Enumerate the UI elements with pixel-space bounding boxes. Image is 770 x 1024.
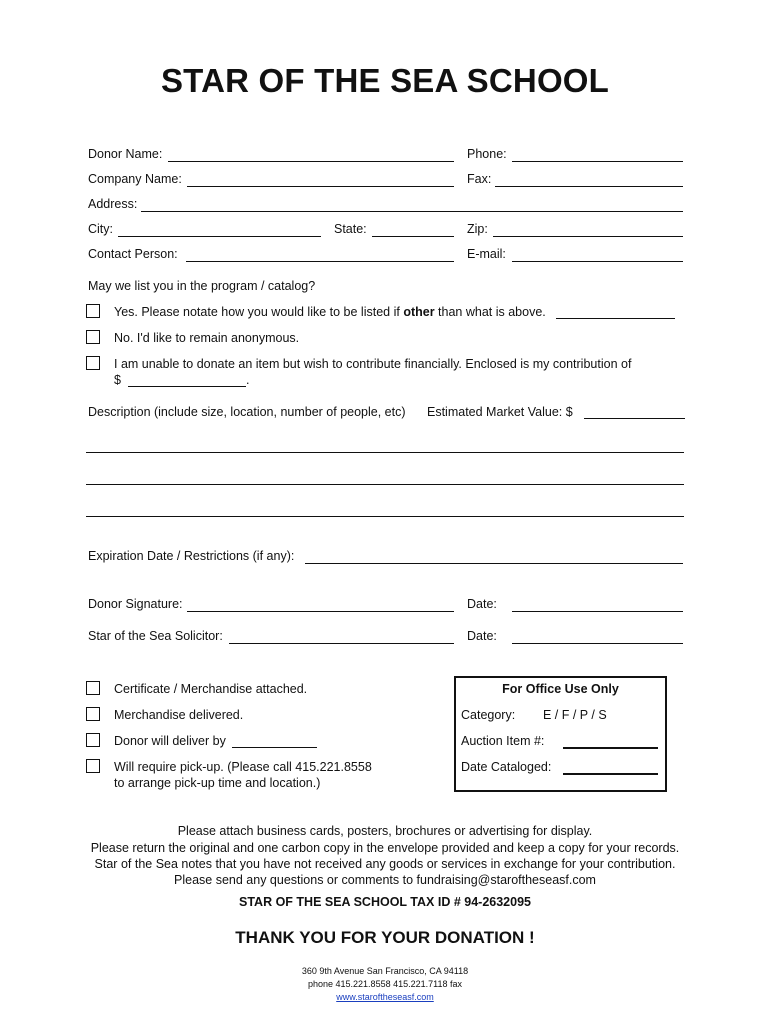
listing-question: May we list you in the program / catalog?	[88, 279, 316, 293]
footer-address: 360 9th Avenue San Francisco, CA 94118	[301, 966, 469, 976]
pickup-checkbox[interactable]	[86, 759, 100, 773]
page-title: STAR OF THE SEA SCHOOL	[160, 62, 610, 99]
address-field[interactable]	[141, 211, 683, 212]
footer-phone: phone 415.221.8558 415.221.7118 fax	[308, 979, 462, 989]
dollar-sign: $	[114, 373, 121, 387]
delivered-label: Merchandise delivered.	[114, 708, 244, 722]
company-name-field[interactable]	[187, 186, 454, 187]
signature-date-label: Date:	[467, 597, 497, 611]
contribution-period: .	[246, 373, 250, 387]
donor-signature-field[interactable]	[187, 611, 454, 612]
signature-date-field[interactable]	[512, 611, 683, 612]
description-line-3[interactable]	[86, 516, 684, 517]
note-line-2: Please return the original and one carbon copy in the envelope provided and keep a copy for your records.	[90, 841, 680, 855]
state-label: State:	[334, 222, 367, 236]
contribute-label: I am unable to donate an item but wish to contribute financially. Enclosed is my contribution of	[114, 357, 632, 371]
contact-person-label: Contact Person:	[88, 247, 178, 261]
description-label: Description (include size, location, number of people, etc)	[88, 405, 406, 419]
company-name-label: Company Name:	[88, 172, 182, 186]
date-cataloged-field[interactable]	[563, 773, 658, 775]
fax-label: Fax:	[467, 172, 492, 186]
market-value-label: Estimated Market Value: $	[427, 405, 573, 419]
phone-label: Phone:	[467, 147, 507, 161]
donor-deliver-label: Donor will deliver by	[114, 734, 226, 748]
thank-you-heading: THANK YOU FOR YOUR DONATION !	[235, 928, 535, 947]
delivered-checkbox[interactable]	[86, 707, 100, 721]
office-use-heading: For Office Use Only	[502, 682, 619, 696]
email-field[interactable]	[512, 261, 683, 262]
auction-item-label: Auction Item #:	[461, 734, 545, 748]
description-line-2[interactable]	[86, 484, 684, 485]
yes-list-label: Yes. Please notate how you would like to be listed if other than what is above.	[114, 305, 546, 319]
certificate-label: Certificate / Merchandise attached.	[114, 682, 308, 696]
yes-list-checkbox[interactable]	[86, 304, 100, 318]
donor-name-label: Donor Name:	[88, 147, 163, 161]
website-link[interactable]: www.staroftheseasf.com	[336, 992, 434, 1002]
contribution-amount-field[interactable]	[128, 386, 246, 387]
description-line-1[interactable]	[86, 452, 684, 453]
note-line-4: Please send any questions or comments to fundraising@staroftheseasf.com	[174, 873, 596, 887]
expiration-label: Expiration Date / Restrictions (if any):	[88, 549, 295, 563]
fax-field[interactable]	[495, 186, 683, 187]
certificate-checkbox[interactable]	[86, 681, 100, 695]
tax-id: STAR OF THE SEA SCHOOL TAX ID # 94-2632095	[239, 895, 531, 909]
anonymous-checkbox[interactable]	[86, 330, 100, 344]
date-cataloged-label: Date Cataloged:	[461, 760, 552, 774]
category-options: E / F / P / S	[543, 708, 607, 722]
listing-name-field[interactable]	[556, 318, 675, 319]
state-field[interactable]	[372, 236, 454, 237]
zip-field[interactable]	[493, 236, 683, 237]
footer-website[interactable]	[0, 992, 770, 1002]
pickup-label-line2: to arrange pick-up time and location.)	[114, 776, 321, 790]
expiration-field[interactable]	[305, 563, 683, 564]
donor-deliver-checkbox[interactable]	[86, 733, 100, 747]
category-label: Category:	[461, 708, 516, 722]
deliver-by-field[interactable]	[232, 747, 317, 748]
donor-name-field[interactable]	[168, 161, 454, 162]
donor-signature-label: Donor Signature:	[88, 597, 183, 611]
contact-person-field[interactable]	[186, 261, 454, 262]
email-label: E-mail:	[467, 247, 506, 261]
anonymous-label: No. I'd like to remain anonymous.	[114, 331, 300, 345]
pickup-label-line1: Will require pick-up. (Please call 415.221.8558	[114, 760, 372, 774]
contribute-checkbox[interactable]	[86, 356, 100, 370]
auction-item-field[interactable]	[563, 747, 658, 749]
market-value-field[interactable]	[584, 418, 685, 419]
address-label: Address:	[88, 197, 138, 211]
note-line-3: Star of the Sea notes that you have not received any goods or services in exchange for your contribution.	[94, 857, 676, 871]
solicitor-label: Star of the Sea Solicitor:	[88, 629, 223, 643]
solicitor-date-field[interactable]	[512, 643, 683, 644]
city-label: City:	[88, 222, 113, 236]
note-line-1: Please attach business cards, posters, brochures or advertising for display.	[177, 824, 593, 838]
solicitor-date-label: Date:	[467, 629, 497, 643]
city-field[interactable]	[118, 236, 321, 237]
phone-field[interactable]	[512, 161, 683, 162]
zip-label: Zip:	[467, 222, 488, 236]
solicitor-field[interactable]	[229, 643, 454, 644]
